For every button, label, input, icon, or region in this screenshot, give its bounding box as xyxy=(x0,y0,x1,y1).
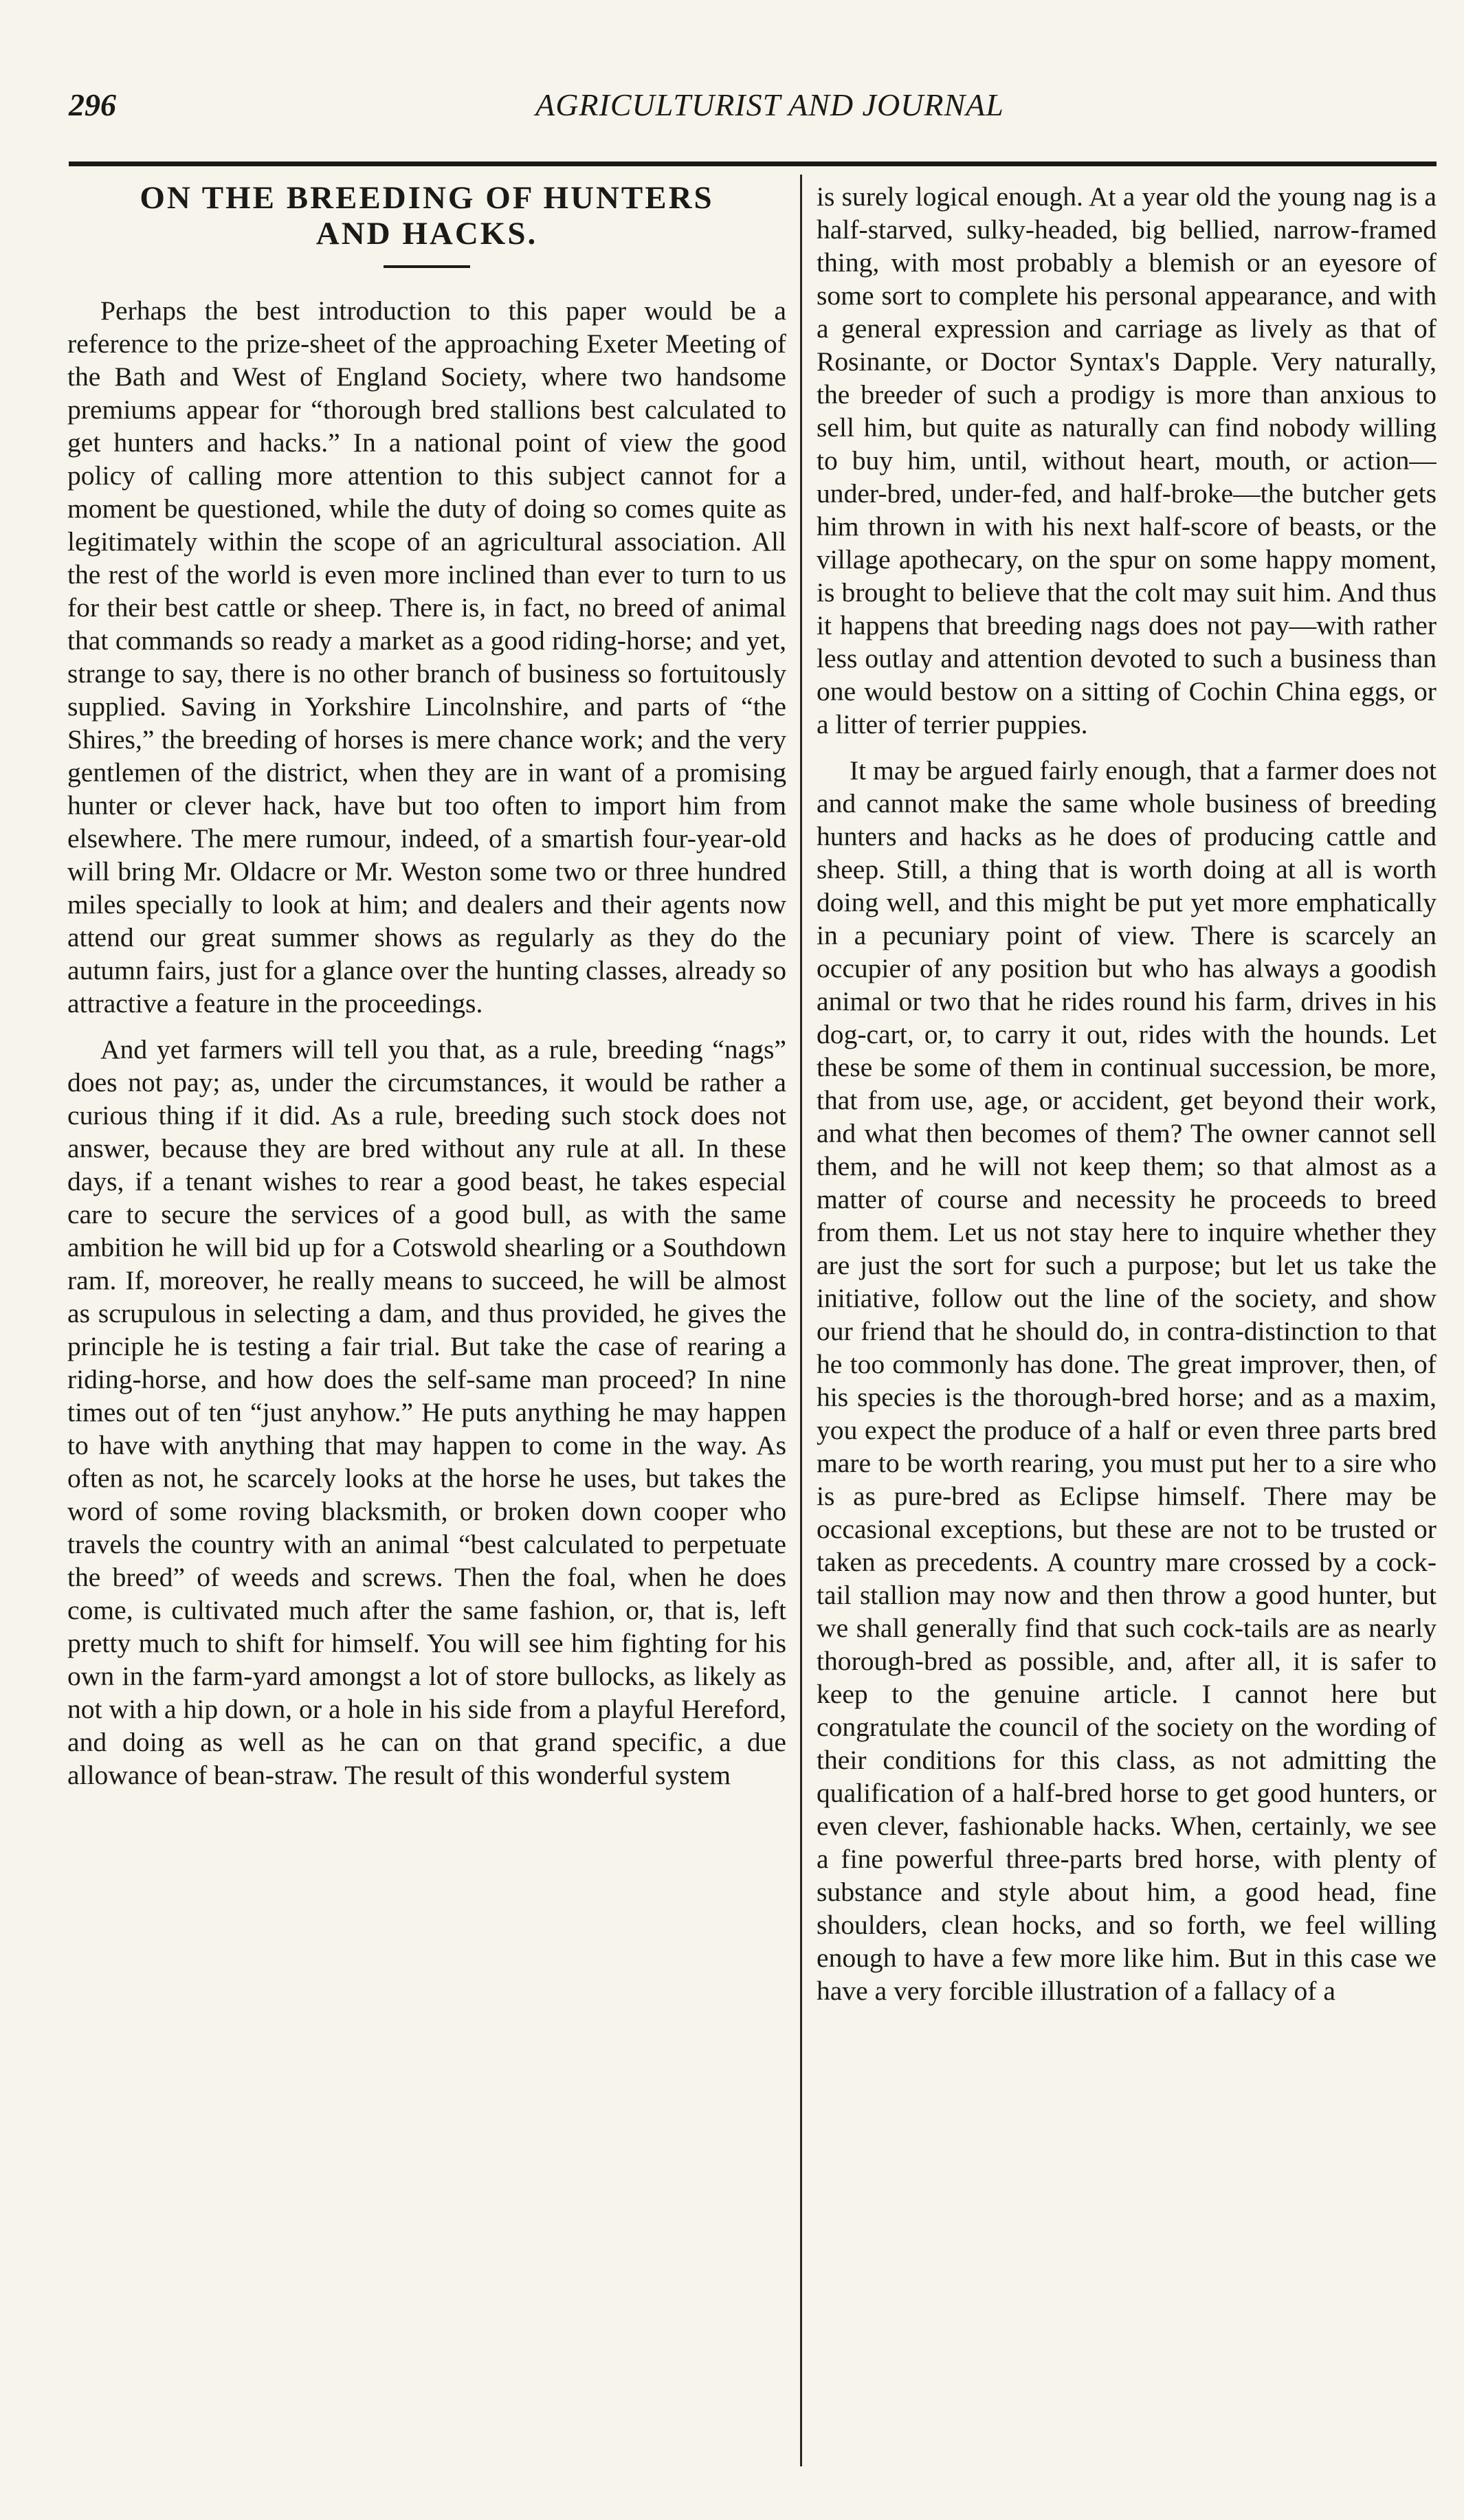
paragraph-1: Perhaps the best introduction to this paper would be a reference to the prize-sheet of the approaching Exeter Meeting of the Bath and West of England Society, where two handsome premiums appear for “thorough bred stallions best calculated to get hunters and hacks.” In a national point of view the good policy of calling more attention to this subject cannot for a moment be questioned, while the duty of doing so comes quite as legitimately within the scope of an agricultural association. All the rest of the world is even more inclined than ever to turn to us for their best cattle or sheep. There is, in fact, no breed of animal that commands so ready a market as a good riding-horse; and yet, strange to say, there is no other branch of business so fortuitously supplied. Saving in Yorkshire Lincolnshire, and parts of “the Shires,” the breeding of horses is mere chance work; and the very gentlemen of the district, when they are in want of a promising hunter or clever hack, have but too often to import him from elsewhere. The mere rumour, indeed, of a smartish four-year-old will bring Mr. Oldacre or Mr. Weston some two or three hundred miles specially to look at him; and dealers and their agents now attend our great summer shows as regularly as they do the autumn fairs, just for a glance over the hunting classes, already so attractive a feature in the proceedings. xyxy=(67,296,786,1018)
article-title-line-1: ON THE BREEDING OF HUNTERS xyxy=(140,180,714,216)
paragraph-3: is surely logical enough. At a year old the young nag is a half-starved, sulky-headed, big bellied, narrow-framed thing, with most probably a blemish or an eyesore of some sort to complete his personal appearance, and with a general expression and carriage as lively as that of Rosinante, or Doctor Syntax's Dapple. Very naturally, the breeder of such a prodigy is more than anxious to sell him, but quite as naturally can find nobody willing to buy him, until, without heart, mouth, or action—under-bred, under-fed, and half-broke—the butcher gets him thrown in with his next half-score of beasts, or the village apothecary, on the spur on some happy moment, is brought to believe that the colt may suit him. And thus it happens that breeding nags does not pay—with rather less outlay and attention devoted to such a business than one would bestow on a sitting of Cochin China eggs, or a litter of terrier puppies. xyxy=(817,181,1437,739)
paragraph-2: And yet farmers will tell you that, as a rule, breeding “nags” does not pay; as, under the circumstances, it would be rather a curious thing if it did. As a rule, breeding such stock does not answer, because they are bred without any rule at all. In these days, if a tenant wishes to rear a good beast, he takes especial care to secure the services of a good bull, as with the same ambition he will bid up for a Cotswold shearling or a Southdown ram. If, moreover, he really means to succeed, he will be almost as scrupulous in selecting a dam, and thus provided, he gives the principle he is testing a fair trial. But take the case of rearing a riding-horse, and how does the self-same man proceed? In nine times out of ten “just anyhow.” He puts anything he may happen to have with anything that may happen to come in the way. As often as not, he scarcely looks at the horse he uses, but takes the word of some roving blacksmith, or broken down cooper who travels the country with an animal “best calculated to perpetuate the breed” of weeds and screws. Then the foal, when he does come, is cultivated much after the same fashion, or, that is, left pretty much to shift for himself. You will see him fighting for his own in the farm-yard amongst a lot of store bullocks, as likely as not with a hip down, or a hole in his side from a playful Hereford, and doing as well as he can on that grand specific, a due allowance of bean-straw. The result of this wonderful system xyxy=(67,1034,786,1790)
title-rule xyxy=(384,265,470,268)
page-number: 296 xyxy=(69,87,116,122)
right-column xyxy=(817,180,1437,2472)
article-title-line-2: AND HACKS. xyxy=(315,216,538,252)
left-column xyxy=(67,180,786,2472)
running-head: AGRICULTURIST AND JOURNAL xyxy=(535,87,1004,122)
column-divider xyxy=(800,175,802,2466)
paragraph-4: It may be argued fairly enough, that a farmer does not and cannot make the same whole business of breeding hunters and hacks as he does of producing cattle and sheep. Still, a thing that is worth doing at all is worth doing well, and this might be put yet more emphatically in a pecuniary point of view. There is scarcely an occupier of any position but who has always a goodish animal or two that he rides round his farm, drives in his dog-cart, or, to carry it out, rides with the hounds. Let these be some of them in continual succession, be more, that from use, age, or accident, get beyond their work, and what then becomes of them? The owner cannot sell them, and he will not keep them; so that almost as a matter of course and necessity he proceeds to breed from them. Let us not stay here to inquire whether they are just the sort for such a purpose; but let us take the initiative, follow out the line of the society, and show our friend that he should do, in contra-distinction to that he too commonly has done. The great improver, then, of his species is the thorough-bred horse; and as a maxim, you expect the produce of a half or even three parts bred mare to be worth rearing, you must put her to a sire who is as pure-bred as Eclipse himself. There may be occasional exceptions, but these are not to be trusted or taken as precedents. A country mare crossed by a cock-tail stallion may now and then throw a good hunter, but we shall generally find that such cock-tails are as nearly thorough-bred as possible, and, after all, it is safer to keep to the genuine article. I cannot here but congratulate the council of the society on the wording of their conditions for this class, as not admitting the qualification of a half-bred horse to get good hunters, or even clever, fashionable hacks. When, certainly, we see a fine powerful three-parts bred horse, with plenty of substance and style about him, a good head, fine shoulders, clean hocks, and so forth, we feel willing enough to have a few more like him. But in this case we have a very forcible illustration of a fallacy of a xyxy=(817,755,1437,2006)
article-title xyxy=(67,180,786,252)
header-rule xyxy=(69,161,1437,166)
